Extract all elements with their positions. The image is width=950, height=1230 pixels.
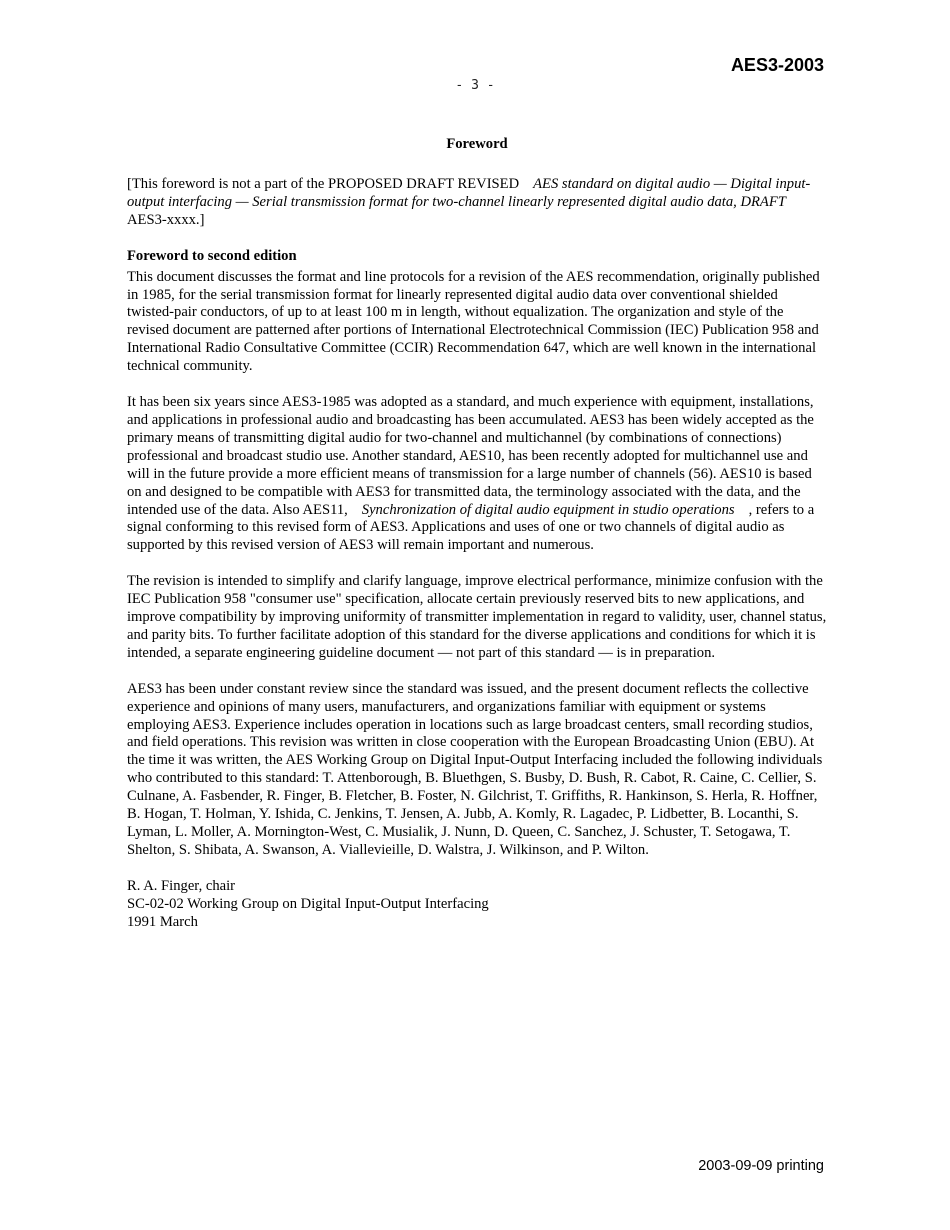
signature-name: R. A. Finger, chair <box>127 877 236 894</box>
note-suffix: AES3-xxxx.] <box>127 211 205 228</box>
paragraph-2 <box>127 394 827 555</box>
printing-date: 2003-09-09 printing <box>698 1158 824 1174</box>
signature-group: SC-02-02 Working Group on Digital Input-Output Interfacing <box>127 895 489 912</box>
signature-block <box>127 878 827 932</box>
page-number: - 3 - <box>455 78 495 93</box>
foreword-title: Foreword <box>446 136 508 152</box>
aes11-title: Synchronization of digital audio equipment in studio operations <box>361 501 735 518</box>
paragraph-3: The revision is intended to simplify and clarify language, improve electrical performance, minimize confusion with the IEC Publication 958 "consumer use" specification, allocate certain previously reserved bits to new applications, and improve compatibility by improving uniformity of transmitter implementation in regard to validity, user, channel status, and parity bits. To further facilitate adoption of this standard for the diverse applications and conditions for which it is intended, a separate engineering guideline document — not part of this standard — is in preparation. <box>127 573 827 661</box>
paragraph-2-text-b: , refers to a signal conforming to this revised form of AES3. Applications and uses of one or two channels of digital audio as supported by this revised version of AES3 will remain important and numerous. <box>127 501 815 554</box>
foreword-body <box>127 134 827 932</box>
document-id: AES3-2003 <box>730 55 824 75</box>
foreword-note <box>127 176 827 230</box>
section-heading: Foreword to second edition <box>127 247 297 264</box>
note-standard-title: AES standard on digital audio — Digital input-output interfacing — Serial transmission format for two-channel linearly represented digital audio data, DRAFT <box>127 176 811 210</box>
note-prefix: [This foreword is not a part of the PROPOSED DRAFT REVISED <box>127 176 520 192</box>
paragraph-2-text-a: It has been six years since AES3-1985 was adopted as a standard, and much experience with equipment, installations, and applications in professional audio and broadcasting has been accumulated. AES3 has been widely accepted as the primary means of transmitting digital audio for two-channel and multichannel (by combinations of connections) professional and broadcast studio use. Another standard, AES10, has been recently adopted for multichannel use and will in the future provide a more efficient means of transmission for a large number of channels (56). AES10 is based on and designed to be compatible with AES3 for transmitted data, the terminology associated with the data, and the intended use of the data. Also AES11, <box>127 394 814 518</box>
signature-date: 1991 March <box>127 913 198 930</box>
paragraph-1: This document discusses the format and line protocols for a revision of the AES recommendation, originally published in 1985, for the serial transmission format for linearly represented digital audio data over conventional shielded twisted-pair conductors, of up to at least 100 m in length, without equalization. The organization and style of the revised document are patterned after portions of International Electrotechnical Commission (IEC) Publication 958 and International Radio Consultative Committee (CCIR) Recommendation 647, which are well known in the international technical community. <box>127 268 820 375</box>
paragraph-4: AES3 has been under constant review since the standard was issued, and the present document reflects the collective experience and opinions of many users, manufacturers, and organizations familiar with equipment or systems employing AES3. Experience includes operation in locations such as large broadcast centers, small recording studios, and field operations. This revision was written in close cooperation with the European Broadcasting Union (EBU). At the time it was written, the AES Working Group on Digital Input-Output Interfacing included the following individuals who contributed to this standard: T. Attenborough, B. Bluethgen, S. Busby, D. Bush, R. Cabot, R. Caine, C. Cellier, S. Culnane, A. Fasbender, R. Finger, B. Fletcher, B. Foster, N. Gilchrist, T. Griffiths, R. Hankinson, S. Herla, R. Hoffner, B. Hogan, T. Holman, Y. Ishida, C. Jenkins, T. Jensen, A. Jubb, A. Komly, R. Lagadec, P. Lidbetter, B. Locanthi, S. Lyman, L. Moller, A. Mornington-West, C. Musialik, J. Nunn, D. Queen, C. Sanchez, J. Schuster, T. Setogawa, T. Shelton, S. Shibata, A. Swanson, A. Viallevieille, D. Walstra, J. Wilkinson, and P. Wilton. <box>127 680 823 858</box>
